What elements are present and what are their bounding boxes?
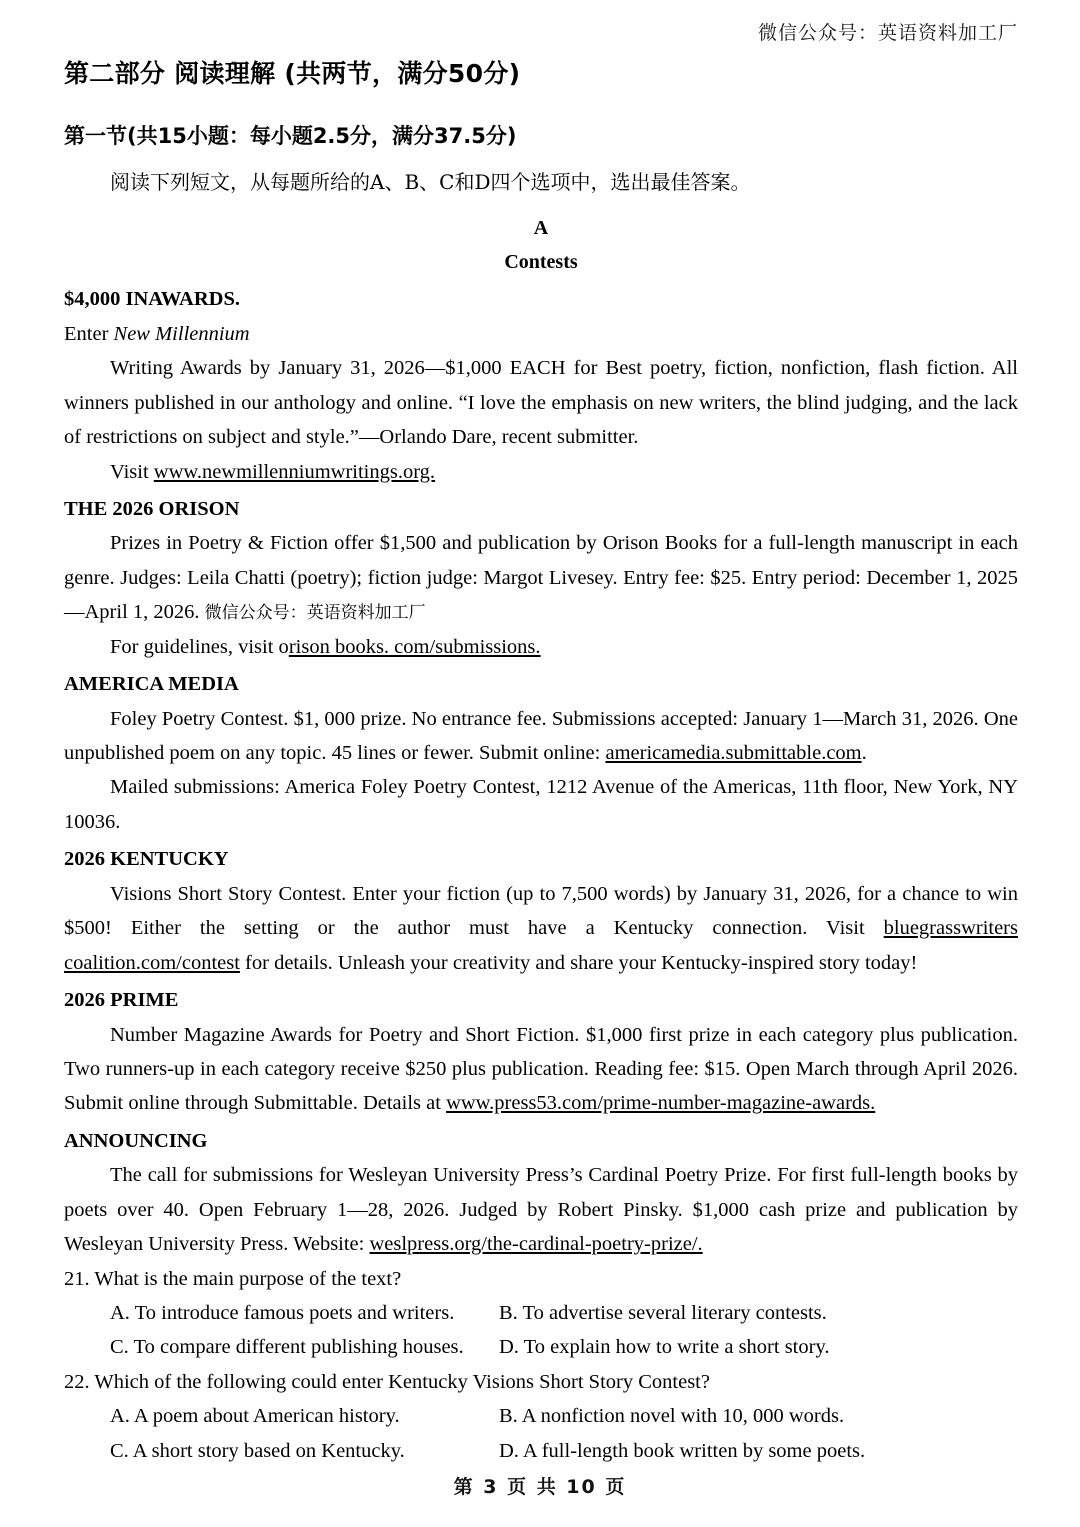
contest-paragraph-text: The call for submissions for Wesleyan University Press’s Cardinal Poetry Prize. For first full-length books by poets over 40. Open February 1—28, 2026. Judged by Robert Pinsky. $1,000 cash prize and publication by Wesleyan University Press. Website:: [64, 1164, 1018, 1256]
option-row: [64, 1434, 1018, 1468]
contest-paragraph: Writing Awards by January 31, 2026—$1,000 EACH for Best poetry, fiction, nonfiction, flash fiction. All winners published in our anthology and online. “I love the emphasis on new writers, the blind judging, and the lack of restrictions on subject and style.”—Orlando Dare, recent submitter.: [64, 357, 1018, 449]
contest-paragraph-text: Visions Short Story Contest. Enter your fiction (up to 7,500 words) by January 31, 2026, for a chance to win $500! Either the setting or the author must have a Kentucky connection. Visit: [64, 882, 1018, 940]
contest-paragraph: [64, 702, 1018, 771]
contest-link[interactable]: bluegrasswriters coalition.com/contest: [64, 917, 1018, 974]
contest-heading: 2026 PRIME: [64, 989, 179, 1012]
section-instruction: 阅读下列短文，从每题所给的A、B、C和D四个选项中，选出最佳答案。: [110, 169, 751, 194]
contest-paragraph: [64, 1158, 1018, 1261]
option-row: [64, 1330, 1018, 1364]
contest-link[interactable]: www.newmillenniumwritings.org.: [153, 460, 436, 483]
contest-visit-line: [64, 455, 1018, 489]
contest-paragraph-text: Prizes in Poetry & Fiction offer $1,500 and publication by Orison Books for a full-length manuscript in each genre. Judges: Leila Chatti (poetry); fiction judge: Margot Livesey. Entry fee: $25. Entry period: December 1, 2025—April 1, 2026.: [64, 532, 1018, 624]
visit-prefix: Visit: [110, 460, 154, 483]
passage-letter: A: [533, 216, 549, 239]
option-b[interactable]: B. A nonfiction novel with 10, 000 words.: [499, 1405, 845, 1428]
page-title: 第二部分 阅读理解 (共两节，满分50分): [64, 59, 521, 88]
contest-paragraph: [64, 1018, 1018, 1121]
option-a[interactable]: A. A poem about American history.: [110, 1405, 400, 1428]
option-c[interactable]: C. To compare different publishing houses.: [110, 1336, 464, 1359]
option-row: [64, 1399, 1018, 1433]
contest-entry: [64, 282, 1018, 489]
contest-entry: [64, 1124, 1018, 1262]
contest-link[interactable]: weslpress.org/the-cardinal-poetry-prize/.: [369, 1233, 703, 1256]
enter-prefix: Enter: [64, 322, 114, 345]
option-d[interactable]: D. A full-length book written by some poets.: [499, 1439, 866, 1462]
contest-paragraph-suffix: .: [861, 742, 867, 765]
inline-watermark: 微信公众号：英语资料加工厂: [204, 603, 426, 624]
section-title: 第一节(共15小题：每小题2.5分，满分37.5分): [64, 124, 517, 149]
contest-enter-line: [64, 317, 1018, 351]
contest-paragraph-text: Number Magazine Awards for Poetry and Short Fiction. $1,000 first prize in each category plus publication. Two runners-up in each category receive $250 plus publication. Reading fee: $15. Open March through April 2026. Submit online through Submittable. Details at: [64, 1023, 1018, 1115]
contest-paragraph: [64, 526, 1018, 629]
question-stem: 22. Which of the following could enter Kentucky Visions Short Story Contest?: [64, 1370, 710, 1393]
contest-entry: [64, 492, 1018, 664]
option-d[interactable]: D. To explain how to write a short story.: [499, 1336, 830, 1359]
contest-visit-line: [64, 630, 1018, 664]
option-c[interactable]: C. A short story based on Kentucky.: [110, 1439, 405, 1462]
contest-link[interactable]: americamedia.submittable.com: [605, 742, 862, 765]
question-block: [64, 1365, 1018, 1468]
contest-link[interactable]: www.press53.com/prime-number-magazine-awards.: [446, 1092, 876, 1115]
contest-heading: 2026 KENTUCKY: [64, 848, 229, 871]
option-a[interactable]: A. To introduce famous poets and writers.: [110, 1302, 455, 1325]
option-row: [64, 1296, 1018, 1330]
contest-paragraph-secondary: Mailed submissions: America Foley Poetry Contest, 1212 Avenue of the Americas, 11th floor, New York, NY 10036.: [64, 776, 1018, 833]
contest-paragraph-text: Foley Poetry Contest. $1, 000 prize. No entrance fee. Submissions accepted: January 1—March 31, 2026. One unpublished poem on any topic. 45 lines or fewer. Submit online:: [64, 707, 1018, 765]
contest-link[interactable]: rison books. com/submissions.: [288, 635, 541, 658]
question-stem: 21. What is the main purpose of the text?: [64, 1267, 402, 1290]
header-watermark: 微信公众号：英语资料加工厂: [757, 22, 1018, 44]
contest-heading: ANNOUNCING: [64, 1129, 208, 1152]
visit-prefix: For guidelines, visit o: [110, 635, 289, 658]
page-footer: 第 3 页 共 10 页: [453, 1476, 627, 1498]
passage-title: Contests: [504, 250, 578, 273]
contest-paragraph-suffix: for details. Unleash your creativity and share your Kentucky-inspired story today!: [239, 951, 918, 974]
question-block: [64, 1262, 1018, 1365]
contest-entry: [64, 667, 1018, 839]
contest-paragraph: [64, 877, 1018, 980]
contest-entry: [64, 842, 1018, 980]
option-b[interactable]: B. To advertise several literary contests.: [499, 1302, 827, 1325]
page-content: [64, 58, 1018, 1468]
contest-heading: THE 2026 ORISON: [64, 497, 240, 520]
contest-heading: AMERICA MEDIA: [64, 673, 239, 696]
contest-heading: $4,000 INAWARDS.: [64, 288, 240, 311]
contest-entry: [64, 983, 1018, 1121]
magazine-name: New Millennium: [113, 322, 250, 345]
